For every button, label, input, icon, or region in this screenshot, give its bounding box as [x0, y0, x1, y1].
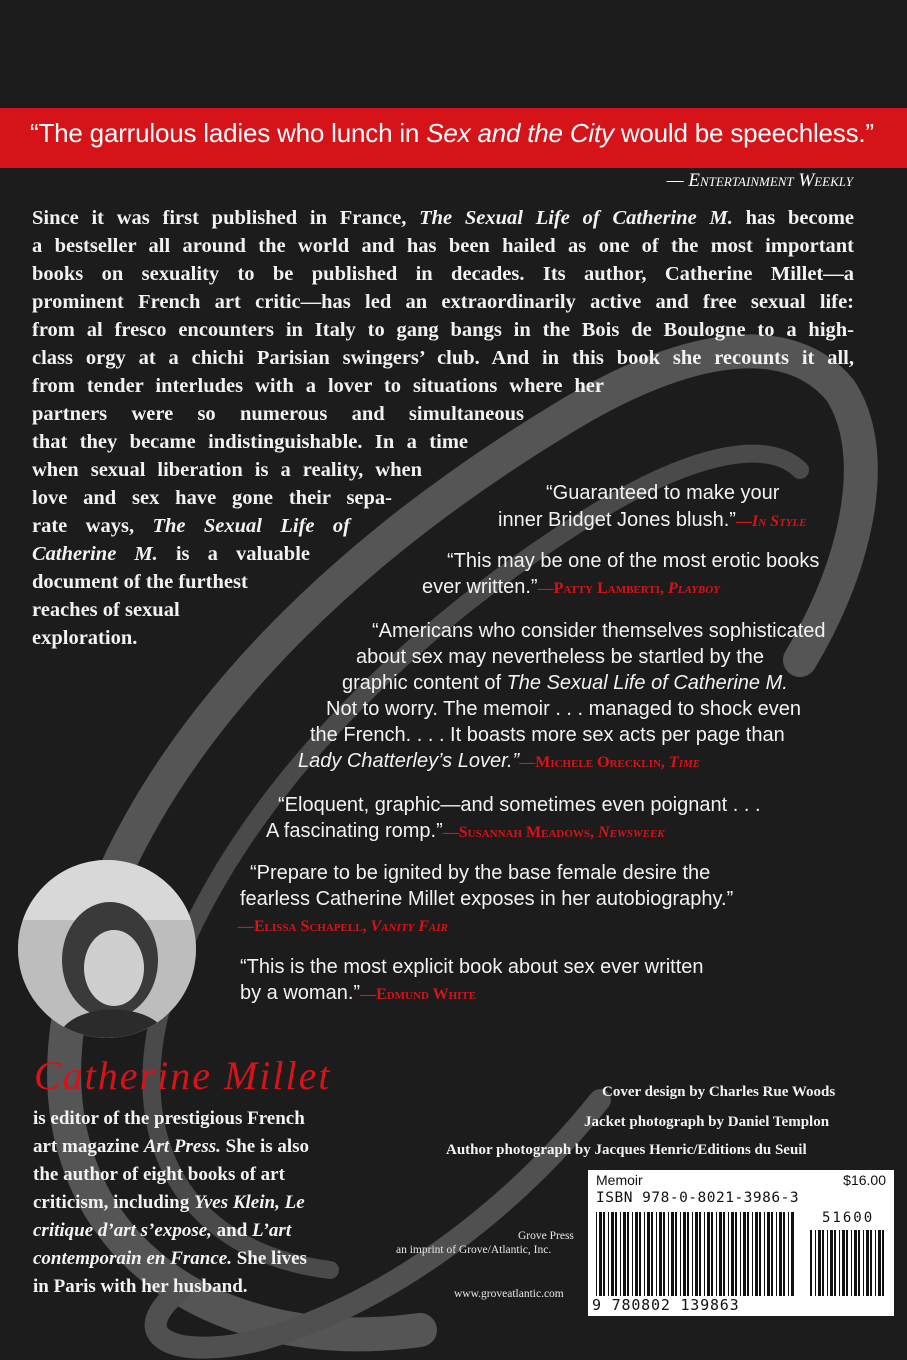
- barcode-bar: [728, 1212, 729, 1296]
- publisher-url: www.groveatlantic.com: [454, 1288, 564, 1300]
- description-line: document of the furthest: [32, 571, 248, 593]
- barcode-bar: [764, 1212, 765, 1296]
- barcode-bar: [711, 1212, 713, 1296]
- barcode-bar: [692, 1212, 693, 1296]
- barcode-bar: [596, 1212, 597, 1296]
- barcode-bar: [830, 1230, 833, 1296]
- review-attribution: —Patty Lamberti, Playboy: [537, 580, 720, 597]
- description-line: books on sexuality to be published in decades. Its author, Catherine Millet—a: [32, 263, 854, 285]
- author-bio-line: art magazine Art Press. She is also: [33, 1136, 310, 1157]
- barcode-price: $16.00: [843, 1172, 886, 1188]
- author-bio-line: in Paris with her husband.: [33, 1276, 248, 1297]
- review-attribution: —Michele Orecklin, Time: [519, 754, 701, 771]
- barcode-bar: [779, 1212, 782, 1296]
- barcode-bar: [854, 1230, 857, 1296]
- barcode-bar: [863, 1230, 864, 1296]
- jacket-photo-credit: Jacket photograph by Daniel Templon: [584, 1114, 830, 1130]
- barcode-bar: [615, 1212, 617, 1296]
- description-line: prominent French art critic—has led an extraordinarily active and free sexual life:: [32, 291, 854, 313]
- barcode-bar: [875, 1230, 876, 1296]
- barcode-bar: [663, 1212, 665, 1296]
- barcode-bar: [699, 1212, 701, 1296]
- author-bio-line: is editor of the prestigious French: [33, 1108, 305, 1129]
- review-quote-line: graphic content of The Sexual Life of Catherine M.: [342, 672, 788, 694]
- description-line: reaches of sexual: [32, 599, 180, 621]
- cover-design-credit: Cover design by Charles Rue Woods: [602, 1084, 836, 1100]
- author-bio-line: critique d’art s’expose, and L’art: [33, 1220, 292, 1241]
- author-bio-line: contemporain en France. She lives: [33, 1248, 307, 1269]
- description-line: rate ways, The Sexual Life of: [32, 515, 351, 537]
- description-line: love and sex have gone their sepa-: [32, 487, 392, 509]
- barcode-bar: [810, 1230, 812, 1296]
- barcode-bar: [735, 1212, 737, 1296]
- review-quote-line: fearless Catherine Millet exposes in her autobiography.”: [240, 888, 734, 910]
- barcode-bar: [783, 1212, 785, 1296]
- review-quote-line: Lady Chatterley’s Lover.”—Michele Orecklin, Time: [298, 750, 701, 772]
- review-quote-line: “Prepare to be ignited by the base female desire the: [250, 862, 711, 884]
- review-quote-line: “This is the most explicit book about sex ever written: [240, 956, 704, 978]
- author-bio-line: criticism, including Yves Klein, Le: [33, 1192, 305, 1213]
- price-barcode-bars: [810, 1230, 888, 1298]
- review-quote-line: ever written.”—Patty Lamberti, Playboy: [422, 576, 720, 598]
- description-line: class orgy at a chichi Parisian swingers’ club. And in this book she recounts it all,: [32, 347, 854, 369]
- review-quote-line: “Eloquent, graphic—and sometimes even poignant . . .: [278, 794, 761, 816]
- author-name: Catherine Millet: [34, 1053, 332, 1098]
- barcode-bar: [627, 1212, 629, 1296]
- barcode-bar: [675, 1212, 677, 1296]
- author-portrait-placeholder: [18, 860, 196, 1038]
- barcode-bar: [716, 1212, 717, 1296]
- review-quote-line: “This may be one of the most erotic books: [447, 550, 820, 572]
- barcode-bar: [632, 1212, 633, 1296]
- barcode-bar: [611, 1212, 614, 1296]
- barcode-bar: [776, 1212, 777, 1296]
- review-quote-line: A fascinating romp.”—Susannah Meadows, Newsweek: [266, 820, 665, 842]
- barcode-bar: [767, 1212, 770, 1296]
- barcode-bar: [647, 1212, 650, 1296]
- barcode-bar: [870, 1230, 872, 1296]
- ean-barcode-bars: [596, 1212, 796, 1298]
- barcode-bar: [839, 1230, 840, 1296]
- barcode-bar: [599, 1212, 602, 1296]
- barcode-bar: [680, 1212, 681, 1296]
- barcode-bar: [771, 1212, 773, 1296]
- barcode-bar: [683, 1212, 686, 1296]
- barcode-bar: [659, 1212, 662, 1296]
- description-line: a bestseller all around the world and has been hailed as one of the most important: [32, 235, 854, 257]
- review-attribution: —Edmund White: [360, 986, 477, 1003]
- review-quote-line: about sex may nevertheless be startled by the: [356, 646, 765, 668]
- barcode-bar: [731, 1212, 734, 1296]
- barcode-bar: [788, 1212, 789, 1296]
- barcode-bar: [822, 1230, 824, 1296]
- barcode-bar: [719, 1212, 722, 1296]
- headline-source: — Entertainment Weekly: [666, 170, 853, 191]
- author-photo: [18, 860, 196, 1038]
- barcode-bar: [858, 1230, 860, 1296]
- barcode-bar: [851, 1230, 852, 1296]
- barcode-bar: [759, 1212, 761, 1296]
- barcode-bar: [620, 1212, 621, 1296]
- barcode-bar: [752, 1212, 753, 1296]
- barcode-panel: [588, 1170, 894, 1316]
- barcode-bar: [603, 1212, 605, 1296]
- barcode-bar: [747, 1212, 749, 1296]
- price-code: 51600: [822, 1210, 875, 1226]
- barcode-bar: [695, 1212, 698, 1296]
- review-quote-line: “Americans who consider themselves sophisticated: [372, 620, 826, 642]
- publisher-imprint: an imprint of Grove/Atlantic, Inc.: [396, 1244, 552, 1256]
- description-line: from tender interludes with a lover to situations where her: [32, 375, 604, 397]
- review-quote-line: inner Bridget Jones blush.”—In Style: [498, 509, 807, 531]
- barcode-bar: [834, 1230, 836, 1296]
- review-attribution: —Elissa Schapell, Vanity Fair: [238, 918, 448, 935]
- barcode-bar: [846, 1230, 848, 1296]
- barcode-bar: [791, 1212, 794, 1296]
- barcode-bar: [623, 1212, 626, 1296]
- barcode-bar: [639, 1212, 641, 1296]
- review-quote-line: the French. . . . It boasts more sex acts per page than: [310, 724, 785, 746]
- barcode-bar: [687, 1212, 689, 1296]
- ean-number: 9 780802 139863: [592, 1296, 740, 1314]
- barcode-bar: [818, 1230, 821, 1296]
- author-photo-credit: Author photograph by Jacques Henric/Editions du Seuil: [446, 1142, 807, 1158]
- barcode-bar: [668, 1212, 669, 1296]
- barcode-bar: [656, 1212, 657, 1296]
- barcode-bar: [815, 1230, 816, 1296]
- description-line: Since it was first published in France, The Sexual Life of Catherine M. has become: [32, 207, 855, 229]
- barcode-bar: [644, 1212, 645, 1296]
- description-line: exploration.: [32, 627, 138, 649]
- barcode-bar: [743, 1212, 746, 1296]
- review-quote-line: “Guaranteed to make your: [546, 482, 780, 504]
- review-attribution: —Susannah Meadows, Newsweek: [442, 824, 665, 841]
- review-quote-line: [238, 914, 448, 937]
- barcode-category: Memoir: [596, 1172, 643, 1188]
- description-line: that they became indistinguishable. In a time: [32, 431, 468, 453]
- barcode-bar: [842, 1230, 845, 1296]
- barcode-bar: [740, 1212, 741, 1296]
- review-quote-line: Not to worry. The memoir . . . managed to shock even: [326, 698, 802, 720]
- review-quote-line: by a woman.”—Edmund White: [240, 982, 477, 1004]
- barcode-bar: [704, 1212, 705, 1296]
- barcode-bar: [878, 1230, 881, 1296]
- author-bio-line: the author of eight books of art: [33, 1164, 285, 1185]
- description-line: from al fresco encounters in Italy to gang bangs in the Bois de Boulogne to a high-: [32, 319, 854, 341]
- barcode-bar: [866, 1230, 869, 1296]
- description-line: Catherine M. is a valuable: [32, 543, 310, 565]
- barcode-bar: [827, 1230, 828, 1296]
- headline-quote: “The garrulous ladies who lunch in Sex and the City would be speechless.”: [30, 118, 874, 148]
- barcode-bar: [651, 1212, 653, 1296]
- barcode-bar: [707, 1212, 710, 1296]
- barcode-bar: [608, 1212, 609, 1296]
- description-line: partners were so numerous and simultaneous: [32, 403, 524, 425]
- isbn-number: ISBN 978-0-8021-3986-3: [596, 1190, 800, 1206]
- barcode-bar: [635, 1212, 638, 1296]
- publisher-name: Grove Press: [518, 1230, 574, 1242]
- barcode-bar: [671, 1212, 674, 1296]
- barcode-bar: [723, 1212, 725, 1296]
- barcode-bar: [755, 1212, 758, 1296]
- barcode-bar: [882, 1230, 884, 1296]
- review-attribution: —In Style: [735, 513, 807, 530]
- description-line: when sexual liberation is a reality, when: [32, 459, 422, 481]
